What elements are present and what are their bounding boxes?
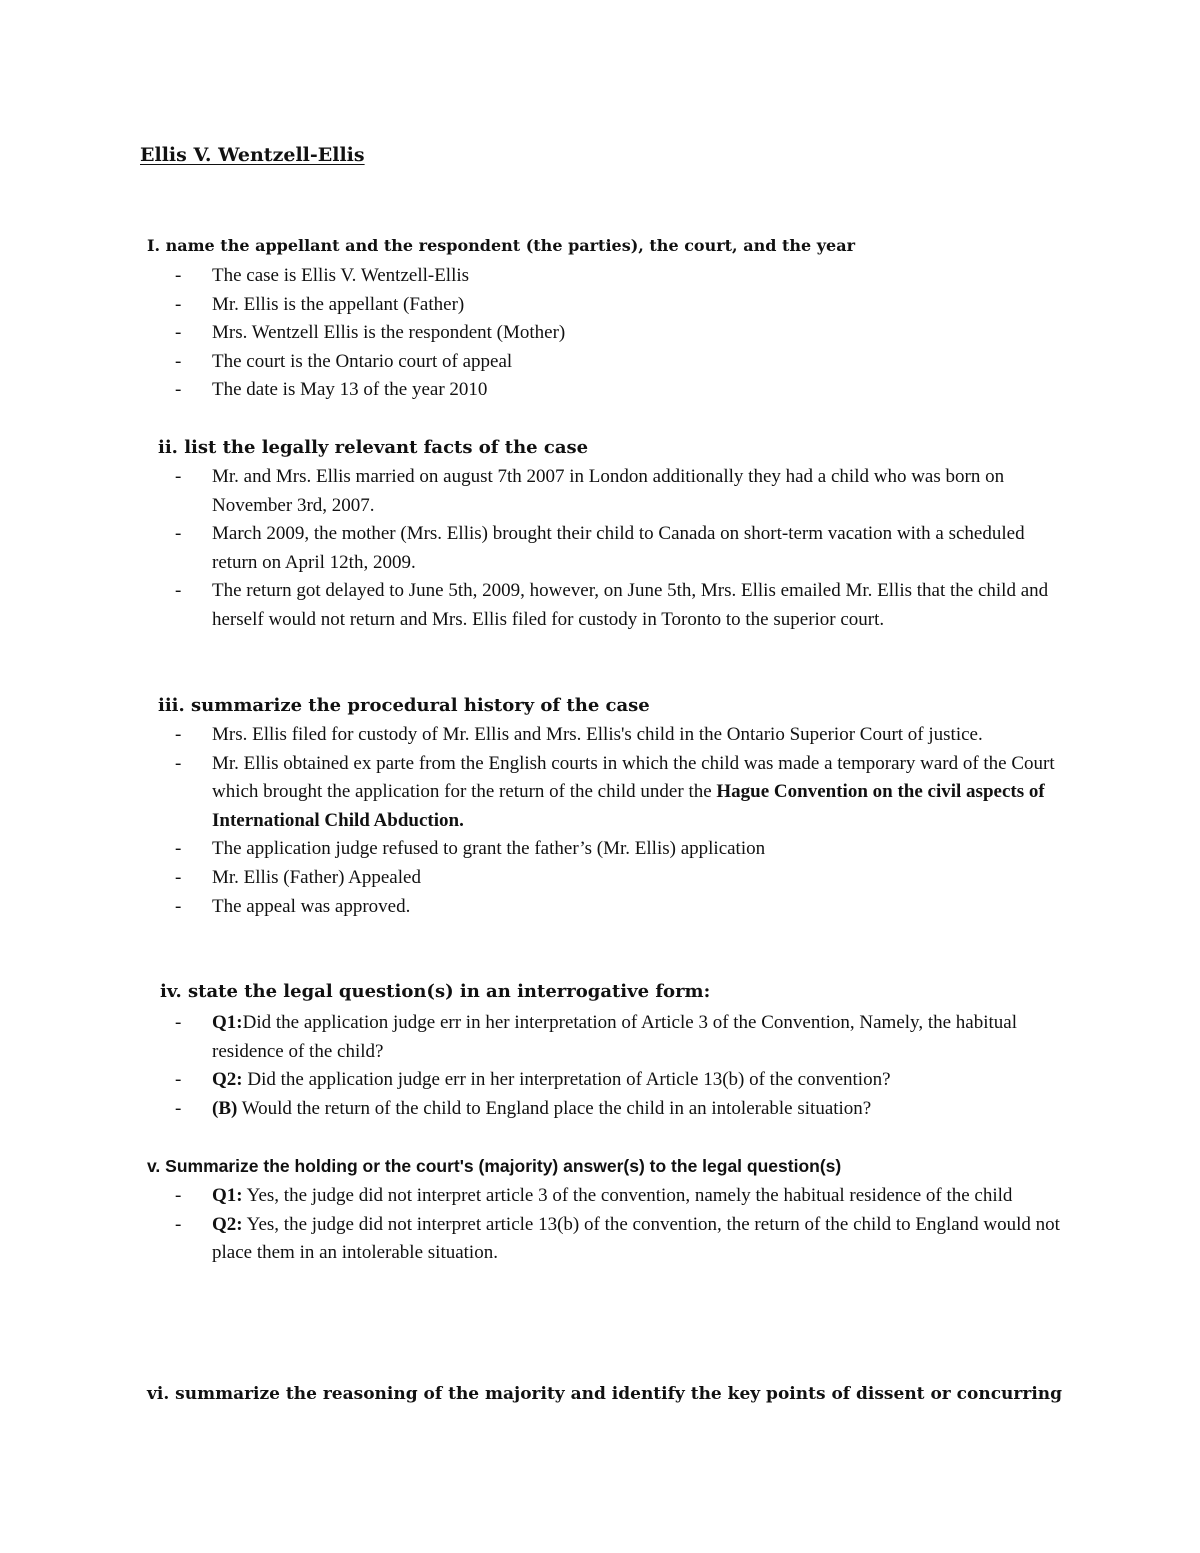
section-heading-6: vi. summarize the reasoning of the majority and identify the key points of dissent or concurring xyxy=(147,1384,1063,1404)
dash-bullet-icon: - xyxy=(175,580,182,602)
section-heading-2: ii. list the legally relevant facts of the case xyxy=(158,437,589,458)
section-list-4 xyxy=(0,1009,1062,1123)
list-item: - Mr. Ellis is the appellant (Father) xyxy=(0,291,1062,320)
section-list-5 xyxy=(0,1182,1062,1268)
section-heading-5: v. Summarize the holding or the court's (majority) answer(s) to the legal question(s) xyxy=(147,1156,842,1176)
list-item: - (B) Would the return of the child to England place the child in an intolerable situation? xyxy=(0,1095,1062,1124)
section-heading-3: iii. summarize the procedural history of the case xyxy=(158,695,650,716)
list-item: - The case is Ellis V. Wentzell-Ellis xyxy=(0,262,1062,291)
dash-bullet-icon: - xyxy=(175,350,182,372)
question-label: Q1: xyxy=(212,1012,243,1033)
document-title: Ellis V. Wentzell-Ellis xyxy=(140,144,365,166)
hague-convention-reference: Hague Convention on the civil aspects of International Child Abduction. xyxy=(212,781,1045,831)
list-item: - The court is the Ontario court of appeal xyxy=(0,348,1062,377)
list-item: - Mrs. Wentzell Ellis is the respondent (Mother) xyxy=(0,319,1062,348)
dash-bullet-icon: - xyxy=(175,1185,182,1206)
list-item: - The appeal was approved. xyxy=(0,893,1062,922)
list-item: - Q2: Did the application judge err in her interpretation of Article 13(b) of the convention? xyxy=(0,1066,1062,1095)
question-label: (B) xyxy=(212,1097,238,1119)
dash-bullet-icon: - xyxy=(175,322,182,344)
list-item: - Mr. and Mrs. Ellis married on august 7th 2007 in London additionally they had a child who was born on November 3rd, 2007. xyxy=(0,463,1062,520)
dash-bullet-icon: - xyxy=(175,523,182,545)
dash-bullet-icon: - xyxy=(175,866,182,888)
list-item: - Mrs. Ellis filed for custody of Mr. Ellis and Mrs. Ellis's child in the Ontario Superior Court of justice. xyxy=(0,721,1062,750)
question-label: Q2: xyxy=(212,1069,243,1091)
list-item: - Q1:Did the application judge err in her interpretation of Article 3 of the Convention, Namely, the habitual residence of the child? xyxy=(0,1009,1062,1066)
dash-bullet-icon: - xyxy=(175,1213,182,1235)
dash-bullet-icon: - xyxy=(175,1012,182,1033)
list-item: - Q2: Yes, the judge did not interpret article 13(b) of the convention, the return of the child to England would not place them in an intolerable situation. xyxy=(0,1211,1062,1268)
list-item: - March 2009, the mother (Mrs. Ellis) brought their child to Canada on short-term vacation with a scheduled return on April 12th, 2009. xyxy=(0,520,1062,577)
section-heading-4: iv. state the legal question(s) in an interrogative form: xyxy=(160,981,711,1002)
section-list-2 xyxy=(0,463,1062,635)
list-item: - Q1: Yes, the judge did not interpret article 3 of the convention, namely the habitual residence of the child xyxy=(0,1182,1062,1211)
dash-bullet-icon: - xyxy=(175,752,182,774)
dash-bullet-icon: - xyxy=(175,265,182,286)
list-item: - Mr. Ellis (Father) Appealed xyxy=(0,864,1062,893)
list-item: - Mr. Ellis obtained ex parte from the English courts in which the child was made a temporary ward of the Court which brought the application for the return of the child under the Hague Convention on the civil aspects of International Child Abduction. xyxy=(0,750,1062,836)
dash-bullet-icon: - xyxy=(175,293,182,315)
list-item: - The date is May 13 of the year 2010 xyxy=(0,376,1062,405)
dash-bullet-icon: - xyxy=(175,379,182,401)
section-list-3 xyxy=(0,721,1062,921)
section-heading-1: I. name the appellant and the respondent (the parties), the court, and the year xyxy=(147,236,855,255)
dash-bullet-icon: - xyxy=(175,1097,182,1119)
dash-bullet-icon: - xyxy=(175,838,182,860)
dash-bullet-icon: - xyxy=(175,724,182,745)
list-item: - The application judge refused to grant the father’s (Mr. Ellis) application xyxy=(0,835,1062,864)
dash-bullet-icon: - xyxy=(175,1069,182,1091)
dash-bullet-icon: - xyxy=(175,895,182,917)
answer-label: Q1: xyxy=(212,1185,243,1206)
dash-bullet-icon: - xyxy=(175,466,182,487)
list-item: - The return got delayed to June 5th, 2009, however, on June 5th, Mrs. Ellis emailed Mr. Ellis that the child and herself would not return and Mrs. Ellis filed for custody in Toronto to the superior court. xyxy=(0,577,1062,634)
answer-label: Q2: xyxy=(212,1213,243,1235)
section-list-1 xyxy=(0,262,1062,405)
